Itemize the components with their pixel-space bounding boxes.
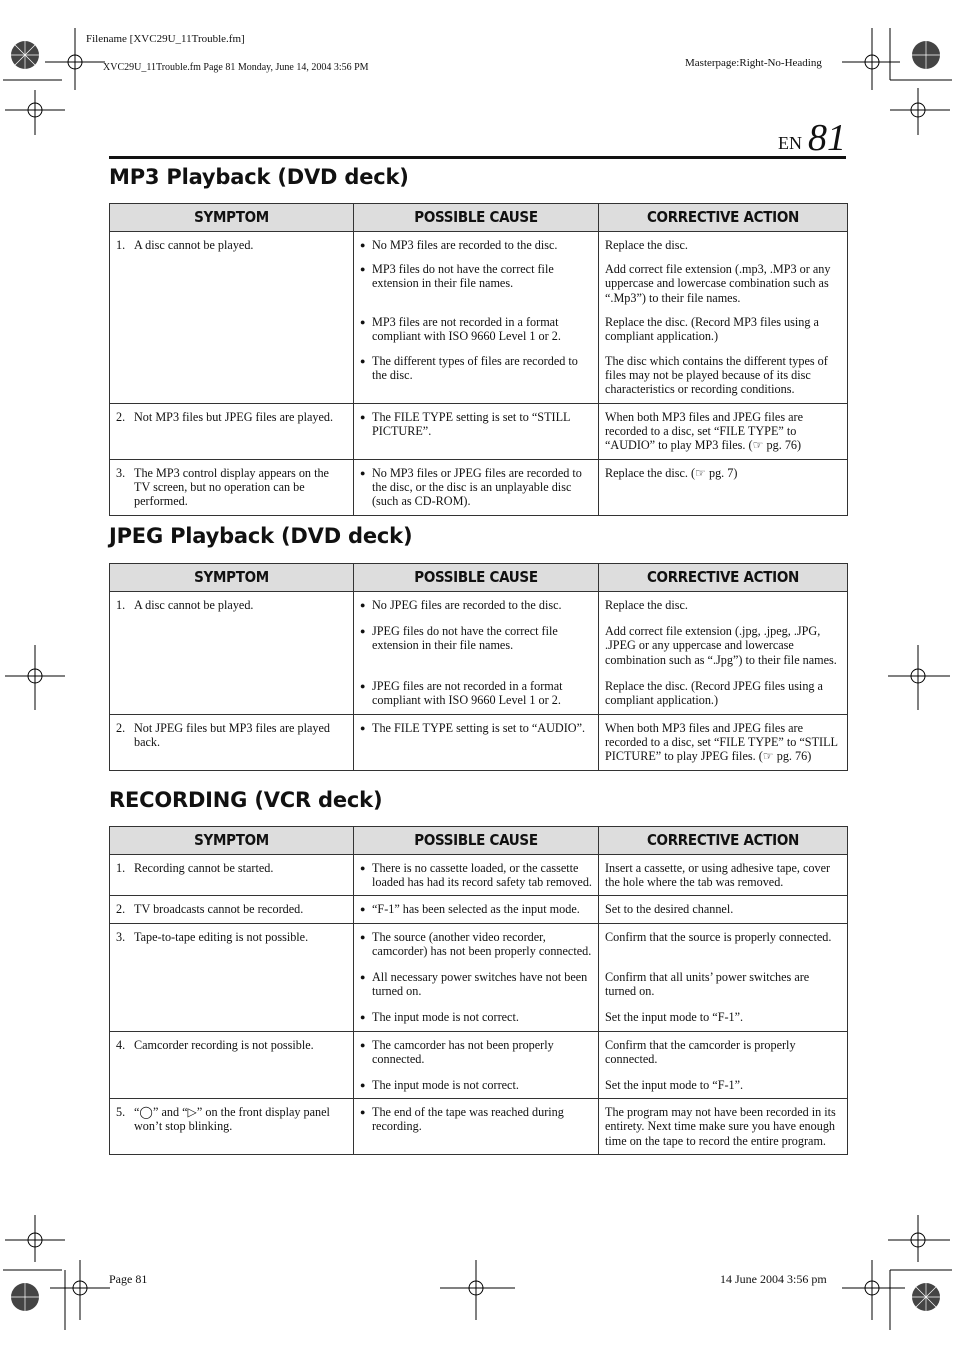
cause-item [360,410,592,453]
table-row [110,714,848,770]
table-row [110,896,848,923]
table-row [110,459,848,515]
action-text: When both MP3 files and JPEG files are recorded to a disc, set “FILE TYPE” to “STILL PICTURE” to play JPEG files. (☞ pg. 76) [605,720,838,764]
cause-cell [354,232,599,404]
symptom-cell [110,1031,354,1099]
bullet-icon: ● [360,467,366,478]
cause-item [360,679,592,707]
action-text: Confirm that the source is properly connected. [605,929,832,944]
symptom-number: 1. [116,238,126,252]
cause-item [360,624,592,667]
cause-cell [354,459,599,515]
symptom-text: Tape-to-tape editing is not possible. [134,929,309,944]
bullet-icon: ● [360,240,366,250]
cause-cell [354,1099,599,1155]
cause-text: No JPEG files are recorded to the disc. [372,598,562,612]
troubleshooting-table [109,203,848,516]
cause-text: The input mode is not correct. [372,1078,519,1093]
cause-item [360,1038,592,1066]
action-text: Set the input mode to “F-1”. [605,1078,744,1093]
cause-text: MP3 files are not recorded in a format compliant with ISO 9660 Level 1 or 2. [372,315,561,344]
table-row [110,855,848,896]
cause-item [360,262,592,305]
symptom-number: 2. [116,409,126,424]
table-header-row [110,564,848,592]
action-text: The disc which contains the different types of files may not be played because of its disc characteristics or recording conditions. [605,353,828,397]
header-filename: Filename [XVC29U_11Trouble.fm] [86,33,245,45]
action-text: Replace the disc. [605,238,688,252]
bullet-icon: ● [360,317,366,328]
troubleshooting-table [109,563,848,771]
cause-item [360,354,592,397]
bullet-icon: ● [360,1012,366,1023]
cause-text: JPEG files do not have the correct file extension in their file names. [372,624,558,653]
symptom-cell [110,1099,354,1155]
symptom-cell [110,855,354,896]
cause-item [360,466,592,509]
column-header-action: CORRECTIVE ACTION [599,827,848,855]
header-fileinfo: XVC29U_11Trouble.fm Page 81 Monday, June 14, 2004 3:56 PM [103,62,369,73]
cause-text: No MP3 files or JPEG files are recorded to the disc, or the disc is an unplayable disc (such as CD-ROM). [372,465,582,509]
page-heading-bar [109,118,846,159]
header-masterpage: Masterpage:Right-No-Heading [685,57,822,69]
action-text: Add correct file extension (.jpg, .jpeg, .JPG, .JPEG or any uppercase and lowercase combination such as “.Jpg”) to their file names. [605,624,837,667]
column-header-cause: POSSIBLE CAUSE [354,204,599,232]
action-text: Insert a cassette, or using adhesive tape, cover the hole where the tab was removed. [605,861,831,890]
bullet-icon: ● [360,411,366,422]
action-text: The program may not have been recorded in its entirety. Next time make sure you have enough time on the tape to record the entire program. [605,1105,836,1148]
symptom-cell [110,923,354,1031]
action-text: Add correct file extension (.mp3, .MP3 or any uppercase and lowercase combination such as “.Mp3”) to their file names. [605,262,831,305]
cause-text: The FILE TYPE setting is set to “AUDIO”. [372,720,586,735]
column-header-symptom: SYMPTOM [110,564,354,592]
page-number: 81 [808,117,846,159]
symptom-text: A disc cannot be played. [134,598,254,612]
cause-text: All necessary power switches have not been turned on. [372,970,588,999]
column-header-symptom: SYMPTOM [110,204,354,232]
cause-text: The FILE TYPE setting is set to “STILL PICTURE”. [372,409,571,438]
column-header-symptom: SYMPTOM [110,827,354,855]
action-text: Replace the disc. (☞ pg. 7) [605,465,738,480]
bullet-icon: ● [360,972,366,983]
symptom-text: Recording cannot be started. [134,861,274,875]
bullet-icon: ● [360,904,366,915]
cause-text: There is no cassette loaded, or the cassette loaded has had its record safety tab removed. [372,861,592,890]
table-row [110,1031,848,1099]
symptom-number: 3. [116,465,126,480]
column-header-action: CORRECTIVE ACTION [599,204,848,232]
troubleshooting-table [109,826,848,1155]
cause-item [360,1105,592,1148]
symptom-cell [110,714,354,770]
column-header-cause: POSSIBLE CAUSE [354,564,599,592]
symptom-cell [110,896,354,923]
cause-item [360,1010,592,1024]
cause-text: The camcorder has not been properly connected. [372,1037,554,1066]
bullet-icon: ● [360,626,366,637]
cause-cell [354,923,599,1031]
action-text: Confirm that all units’ power switches are turned on. [605,969,810,998]
action-text: Set to the desired channel. [605,902,734,917]
symptom-number: 1. [116,598,126,612]
symptom-text: The MP3 control display appears on the TV screen, but no operation can be performed. [134,465,329,509]
table-row [110,403,848,459]
cause-text: The end of the tape was reached during recording. [372,1105,564,1134]
cause-item [360,238,592,252]
bullet-icon: ● [360,681,366,692]
bullet-icon: ● [360,863,366,873]
bullet-icon: ● [360,264,366,275]
symptom-number: 4. [116,1037,126,1052]
cause-text: The source (another video recorder, camcorder) has not been properly connected. [372,929,592,958]
bullet-icon: ● [360,1107,366,1118]
cause-cell [354,592,599,715]
symptom-number: 5. [116,1105,126,1120]
action-cell [599,592,848,715]
table-row [110,232,848,404]
cause-item [360,861,592,889]
symptom-number: 3. [116,929,126,944]
action-text: Replace the disc. [605,598,688,612]
cause-cell [354,855,599,896]
bullet-icon: ● [360,722,366,733]
symptom-text: Not MP3 files but JPEG files are played. [134,409,334,424]
cause-text: The input mode is not correct. [372,1010,519,1025]
symptom-cell [110,592,354,715]
symptom-number: 1. [116,861,126,875]
cause-item [360,902,592,916]
cause-cell [354,1031,599,1099]
cause-text: JPEG files are not recorded in a format compliant with ISO 9660 Level 1 or 2. [372,679,563,708]
symptom-text: A disc cannot be played. [134,238,254,252]
symptom-cell [110,403,354,459]
cause-item [360,315,592,343]
cause-cell [354,896,599,923]
bullet-icon: ● [360,600,366,610]
symptom-text: “◯” and “▷” on the front display panel won’t stop blinking. [134,1105,330,1134]
table-header-row [110,204,848,232]
cause-item [360,721,592,764]
action-cell [599,923,848,1031]
action-cell [599,1099,848,1155]
action-text: Confirm that the camcorder is properly connected. [605,1037,796,1066]
footer-page: Page 81 [109,1272,148,1286]
action-text: When both MP3 files and JPEG files are recorded to a disc, set “FILE TYPE” to “AUDIO” to play MP3 files. (☞ pg. 76) [605,409,804,453]
symptom-cell [110,232,354,404]
column-header-cause: POSSIBLE CAUSE [354,827,599,855]
action-cell [599,1031,848,1099]
bullet-icon: ● [360,931,366,942]
cause-text: No MP3 files are recorded to the disc. [372,238,558,252]
cause-cell [354,403,599,459]
cause-item [360,598,592,612]
section-title: RECORDING (VCR deck) [109,788,383,812]
symptom-text: Not JPEG files but MP3 files are played back. [134,720,330,749]
symptom-text: TV broadcasts cannot be recorded. [134,902,304,917]
table-header-row [110,827,848,855]
cause-cell [354,714,599,770]
action-text: Replace the disc. (Record JPEG files using a compliant application.) [605,679,823,708]
action-cell [599,896,848,923]
table-row [110,592,848,715]
action-text: Replace the disc. (Record MP3 files using a compliant application.) [605,315,819,344]
bullet-icon: ● [360,355,366,366]
table-row [110,1099,848,1155]
cause-text: “F-1” has been selected as the input mode. [372,902,580,917]
table-row [110,923,848,1031]
action-cell [599,459,848,515]
action-cell [599,714,848,770]
section-title: JPEG Playback (DVD deck) [109,524,413,548]
language-code: EN [778,133,802,153]
symptom-text: Camcorder recording is not possible. [134,1037,314,1052]
cause-text: MP3 files do not have the correct file extension in their file names. [372,262,554,291]
symptom-number: 2. [116,902,126,917]
bullet-icon: ● [360,1080,366,1091]
section-title: MP3 Playback (DVD deck) [109,165,409,189]
column-header-action: CORRECTIVE ACTION [599,564,848,592]
cause-text: The different types of files are recorded to the disc. [372,353,578,382]
footer-date: 14 June 2004 3:56 pm [720,1272,827,1286]
action-cell [599,403,848,459]
action-text: Set the input mode to “F-1”. [605,1010,744,1025]
action-cell [599,855,848,896]
bullet-icon: ● [360,1039,366,1050]
cause-item [360,970,592,998]
symptom-cell [110,459,354,515]
cause-item [360,930,592,958]
action-cell [599,232,848,404]
symptom-number: 2. [116,720,126,735]
cause-item [360,1078,592,1092]
